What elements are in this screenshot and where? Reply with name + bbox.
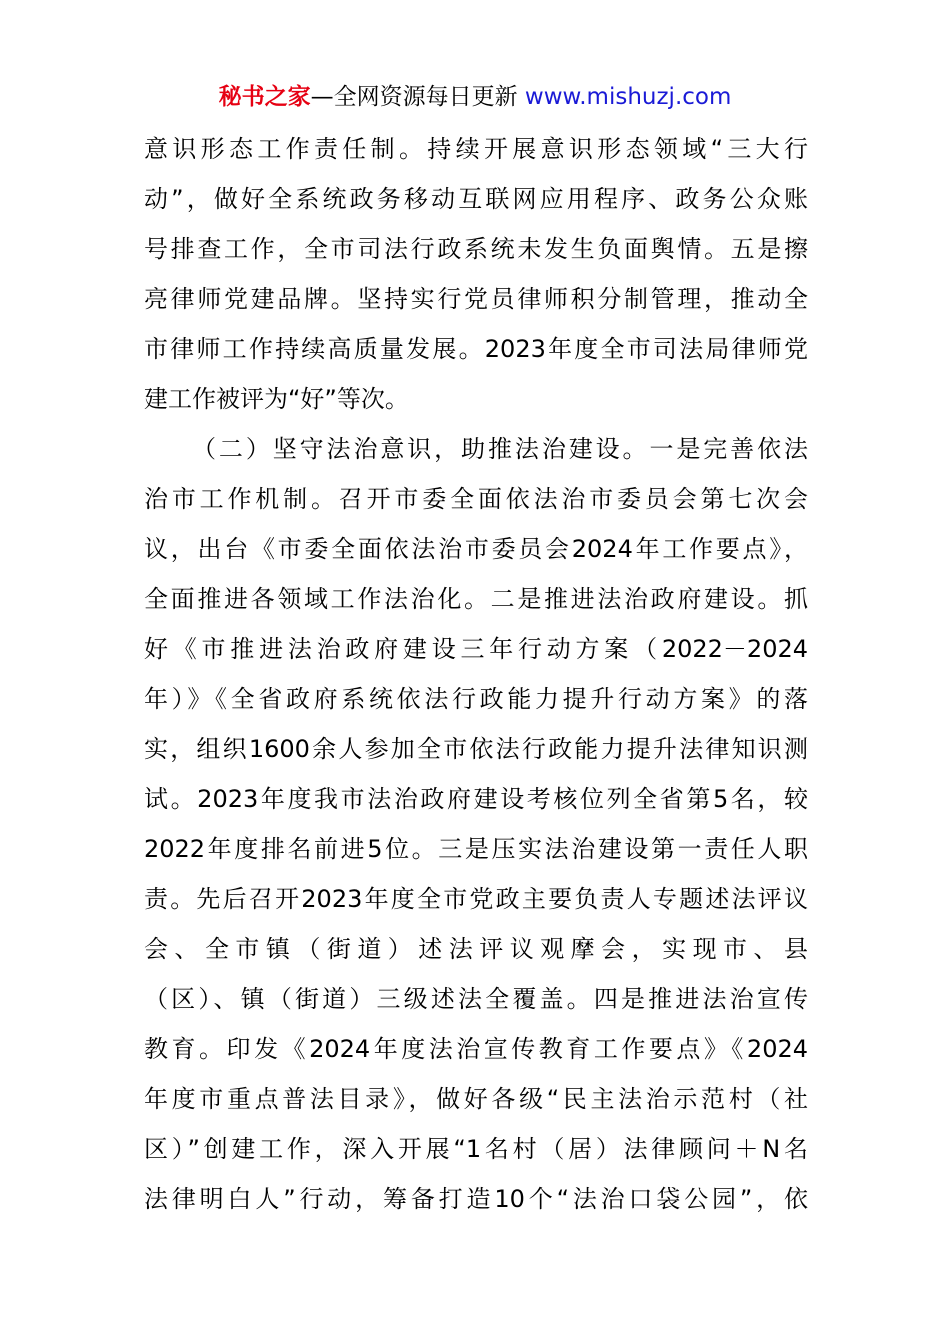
- header-brand: 秘书之家: [218, 84, 311, 110]
- text-line: 号排查工作，全市司法行政系统未发生负面舆情。五是擦: [144, 235, 808, 263]
- text-line: 会、全市镇（街道）述法评议观摩会，实现市、县: [144, 935, 808, 963]
- text-line: 议，出台《市委全面依法治市委员会2024年工作要点》，: [144, 535, 808, 563]
- text-line: 亮律师党建品牌。坚持实行党员律师积分制管理，推动全: [144, 285, 808, 313]
- text-line: 好《市推进法治政府建设三年行动方案（2022－2024: [144, 635, 808, 663]
- section-heading-line: （二）坚守法治意识，助推法治建设。一是完善依法: [192, 435, 808, 463]
- text-line: 全面推进各领域工作法治化。二是推进法治政府建设。抓: [144, 585, 808, 613]
- text-line: 意识形态工作责任制。持续开展意识形态领域“三大行: [144, 135, 808, 163]
- document-body: [144, 124, 808, 1224]
- text-line: 区）”创建工作，深入开展“1名村（居）法律顾问＋N名: [144, 1135, 808, 1163]
- text-line: 责。先后召开2023年度全市党政主要负责人专题述法评议: [144, 885, 808, 913]
- text-line: 年）》《全省政府系统依法行政能力提升行动方案》的落: [144, 685, 808, 713]
- text-line: （区）、镇（街道）三级述法全覆盖。四是推进法治宣传: [144, 985, 808, 1013]
- page-header: [0, 80, 950, 114]
- text-line: 动”，做好全系统政务移动互联网应用程序、政务公众账: [144, 185, 808, 213]
- text-line: 实，组织1600余人参加全市依法行政能力提升法律知识测: [144, 735, 808, 763]
- header-site-link[interactable]: www.mishuzj.com: [524, 84, 732, 110]
- text-line: 试。2023年度我市法治政府建设考核位列全省第5名，较: [144, 785, 808, 813]
- text-line: 治市工作机制。召开市委全面依法治市委员会第七次会: [144, 485, 808, 513]
- text-line: 建工作被评为“好”等次。: [144, 385, 409, 413]
- header-tagline: —全网资源每日更新: [310, 84, 518, 110]
- text-line: 教育。印发《2024年度法治宣传教育工作要点》《2024: [144, 1035, 808, 1063]
- text-line: 2022年度排名前进5位。三是压实法治建设第一责任人职: [144, 835, 808, 863]
- text-line: 法律明白人”行动，筹备打造10个“法治口袋公园”，依: [144, 1185, 808, 1213]
- text-line: 年度市重点普法目录》，做好各级“民主法治示范村（社: [144, 1085, 808, 1113]
- text-line: 市律师工作持续高质量发展。2023年度全市司法局律师党: [144, 335, 808, 363]
